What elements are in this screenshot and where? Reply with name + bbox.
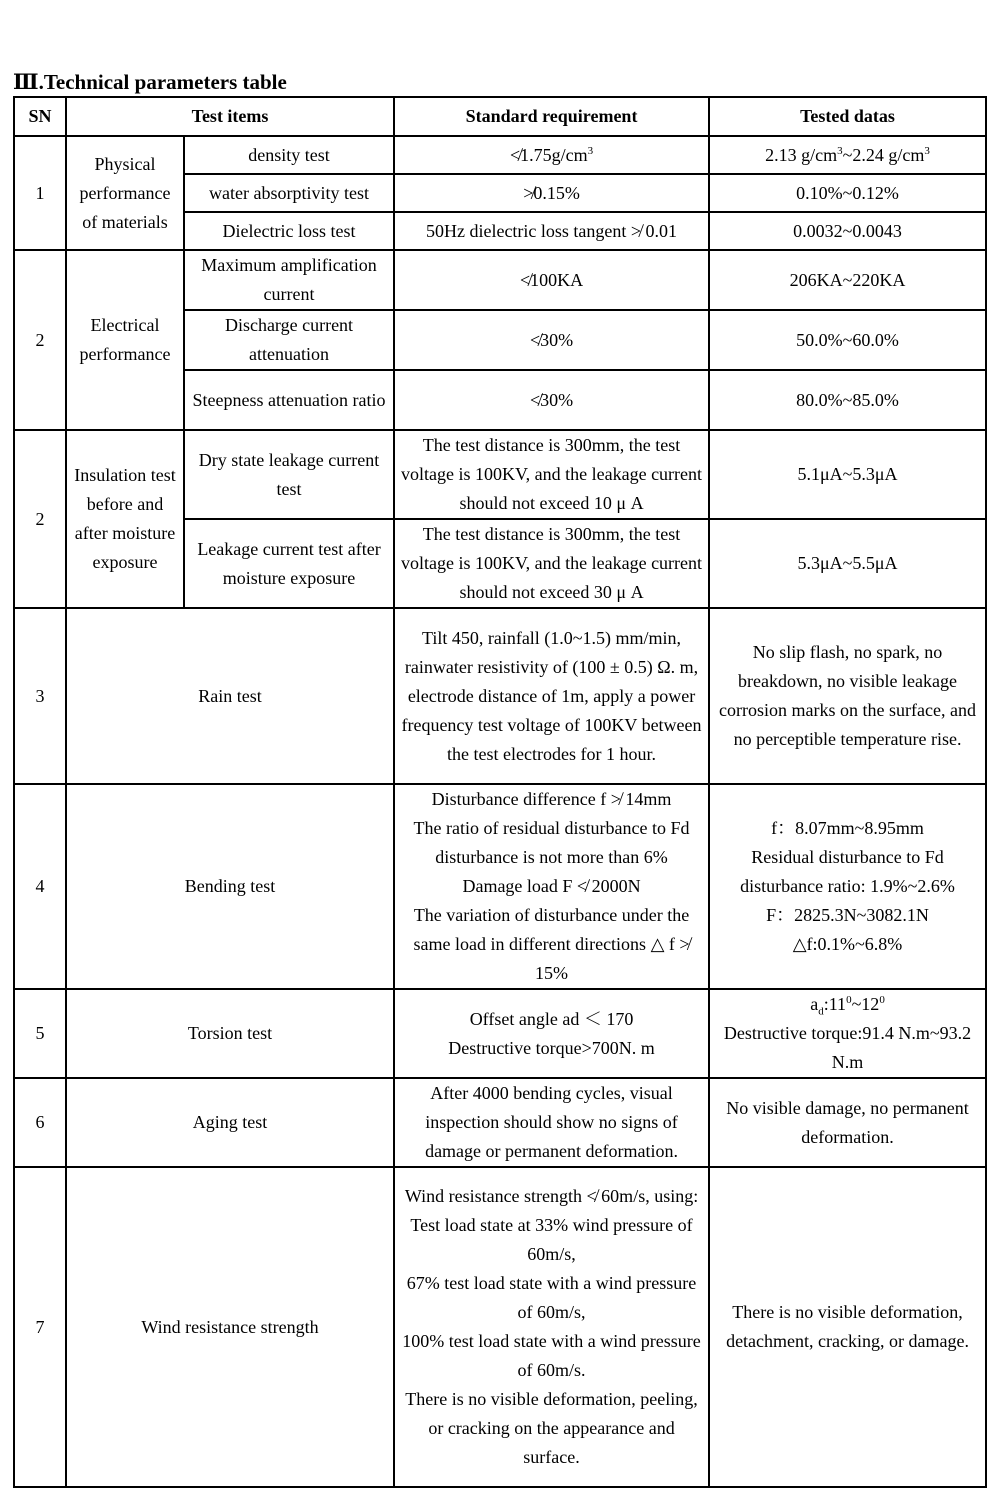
- standard-cell: ≯0.15%: [394, 174, 709, 212]
- standard-line: Damage load F ≮ 2000N: [462, 876, 641, 896]
- item-cell: Leakage current test after moisture exposure: [184, 519, 394, 608]
- item-cell: Rain test: [66, 608, 394, 784]
- item-cell: density test: [184, 136, 394, 174]
- standard-cell: ≮100KA: [394, 250, 709, 310]
- standard-cell: [394, 784, 709, 989]
- tested-text: 2.13 g/cm: [765, 144, 838, 165]
- header-sn: SN: [14, 97, 66, 136]
- standard-line: Test load state at 33% wind pressure of 60m/s,: [410, 1215, 693, 1264]
- tested-line: Residual disturbance to Fd disturbance ratio: 1.9%~2.6%: [740, 847, 955, 896]
- item-cell: Dry state leakage current test: [184, 430, 394, 519]
- sn-cell: 3: [14, 608, 66, 784]
- sn-cell: 2: [14, 250, 66, 430]
- table-row: [14, 1167, 986, 1487]
- item-cell: water absorptivity test: [184, 174, 394, 212]
- subscript: d: [818, 1005, 824, 1018]
- header-row: [14, 97, 986, 136]
- tested-line: F：2825.3N~3082.1N: [766, 905, 929, 925]
- standard-line: 100% test load state with a wind pressure of 60m/s.: [402, 1331, 701, 1380]
- standard-cell: Tilt 450, rainfall (1.0~1.5) mm/min, rainwater resistivity of (100 ± 0.5) Ω. m, electrode distance of 1m, apply a power frequency test voltage of 100KV between the test electrodes for 1 hour.: [394, 608, 709, 784]
- group-cell: Electrical performance: [66, 250, 184, 430]
- table-row: [14, 136, 986, 174]
- standard-cell: [394, 136, 709, 174]
- group-cell: Insulation test before and after moisture exposure: [66, 430, 184, 608]
- standard-line: Destructive torque>700N. m: [448, 1037, 655, 1058]
- tested-text: ~2.24 g/cm: [842, 144, 925, 165]
- tested-cell: 206KA~220KA: [709, 250, 986, 310]
- standard-cell: After 4000 bending cycles, visual inspection should show no signs of damage or permanent deformation.: [394, 1078, 709, 1167]
- tested-cell: [709, 989, 986, 1078]
- item-cell: Torsion test: [66, 989, 394, 1078]
- tested-cell: 80.0%~85.0%: [709, 370, 986, 430]
- table-row: [14, 784, 986, 989]
- standard-cell: 50Hz dielectric loss tangent ≯ 0.01: [394, 212, 709, 250]
- standard-line: 67% test load state with a wind pressure of 60m/s,: [406, 1273, 697, 1322]
- tested-text: :11: [823, 994, 847, 1014]
- tested-cell: No visible damage, no permanent deformation.: [709, 1078, 986, 1167]
- table-row: [14, 608, 986, 784]
- item-cell: Maximum amplification current: [184, 250, 394, 310]
- technical-parameters-table: [13, 96, 987, 1488]
- sn-cell: 6: [14, 1078, 66, 1167]
- item-cell: Wind resistance strength: [66, 1167, 394, 1487]
- standard-cell: [394, 989, 709, 1078]
- standard-cell: The test distance is 300mm, the test voltage is 100KV, and the leakage current should not exceed 30 μ A: [394, 519, 709, 608]
- standard-line: There is no visible deformation, peeling, or cracking on the appearance and surface.: [405, 1389, 698, 1467]
- standard-line: Wind resistance strength ≮ 60m/s, using:: [404, 1186, 699, 1206]
- standard-line: The variation of disturbance under the same load in different directions △ f ≯ 15%: [413, 905, 690, 983]
- tested-line: △f:0.1%~6.8%: [792, 934, 903, 954]
- standard-cell: ≮30%: [394, 370, 709, 430]
- tested-line: [714, 990, 981, 1019]
- item-cell: Bending test: [66, 784, 394, 989]
- tested-cell: [709, 136, 986, 174]
- standard-cell: ≮30%: [394, 310, 709, 370]
- tested-cell: 50.0%~60.0%: [709, 310, 986, 370]
- table-row: [14, 989, 986, 1078]
- standard-text: ≮1.75g/cm: [509, 144, 588, 165]
- tested-line: Destructive torque:91.4 N.m~93.2 N.m: [723, 1023, 972, 1072]
- sn-cell: 1: [14, 136, 66, 250]
- tested-cell: 0.10%~0.12%: [709, 174, 986, 212]
- superscript: 0: [879, 994, 885, 1006]
- superscript: 3: [837, 144, 843, 157]
- superscript: 0: [846, 994, 852, 1006]
- tested-line: f：8.07mm~8.95mm: [771, 818, 924, 838]
- item-cell: Discharge current attenuation: [184, 310, 394, 370]
- tested-cell: 5.1μA~5.3μA: [709, 430, 986, 519]
- sn-cell: 7: [14, 1167, 66, 1487]
- standard-line: The ratio of residual disturbance to Fd disturbance is not more than 6%: [413, 818, 690, 867]
- group-cell: Physical performance of materials: [66, 136, 184, 250]
- superscript: 3: [924, 144, 930, 157]
- superscript: 3: [587, 144, 594, 157]
- standard-cell: [394, 1167, 709, 1487]
- standard-cell: The test distance is 300mm, the test voltage is 100KV, and the leakage current should not exceed 10 μ A: [394, 430, 709, 519]
- sn-cell: 2: [14, 430, 66, 608]
- page-title: Ⅲ.Technical parameters table: [13, 70, 287, 94]
- sn-cell: 4: [14, 784, 66, 989]
- standard-line: Disturbance difference f ≯ 14mm: [431, 789, 672, 809]
- header-test-items: Test items: [66, 97, 394, 136]
- sn-cell: 5: [14, 989, 66, 1078]
- tested-cell: 5.3μA~5.5μA: [709, 519, 986, 608]
- header-standard-requirement: Standard requirement: [394, 97, 709, 136]
- table-row: [14, 1078, 986, 1167]
- table-row: [14, 250, 986, 310]
- tested-cell: No slip flash, no spark, no breakdown, no visible leakage corrosion marks on the surface, and no perceptible temperature rise.: [709, 608, 986, 784]
- item-cell: Steepness attenuation ratio: [184, 370, 394, 430]
- header-tested-datas: Tested datas: [709, 97, 986, 136]
- standard-line: Offset angle ad ＜ 170: [469, 1008, 634, 1029]
- tested-cell: There is no visible deformation, detachment, cracking, or damage.: [709, 1167, 986, 1487]
- tested-cell: [709, 784, 986, 989]
- table-row: [14, 430, 986, 519]
- item-cell: Dielectric loss test: [184, 212, 394, 250]
- tested-cell: 0.0032~0.0043: [709, 212, 986, 250]
- item-cell: Aging test: [66, 1078, 394, 1167]
- tested-text: ~12: [851, 994, 880, 1014]
- tested-text: a: [810, 994, 819, 1014]
